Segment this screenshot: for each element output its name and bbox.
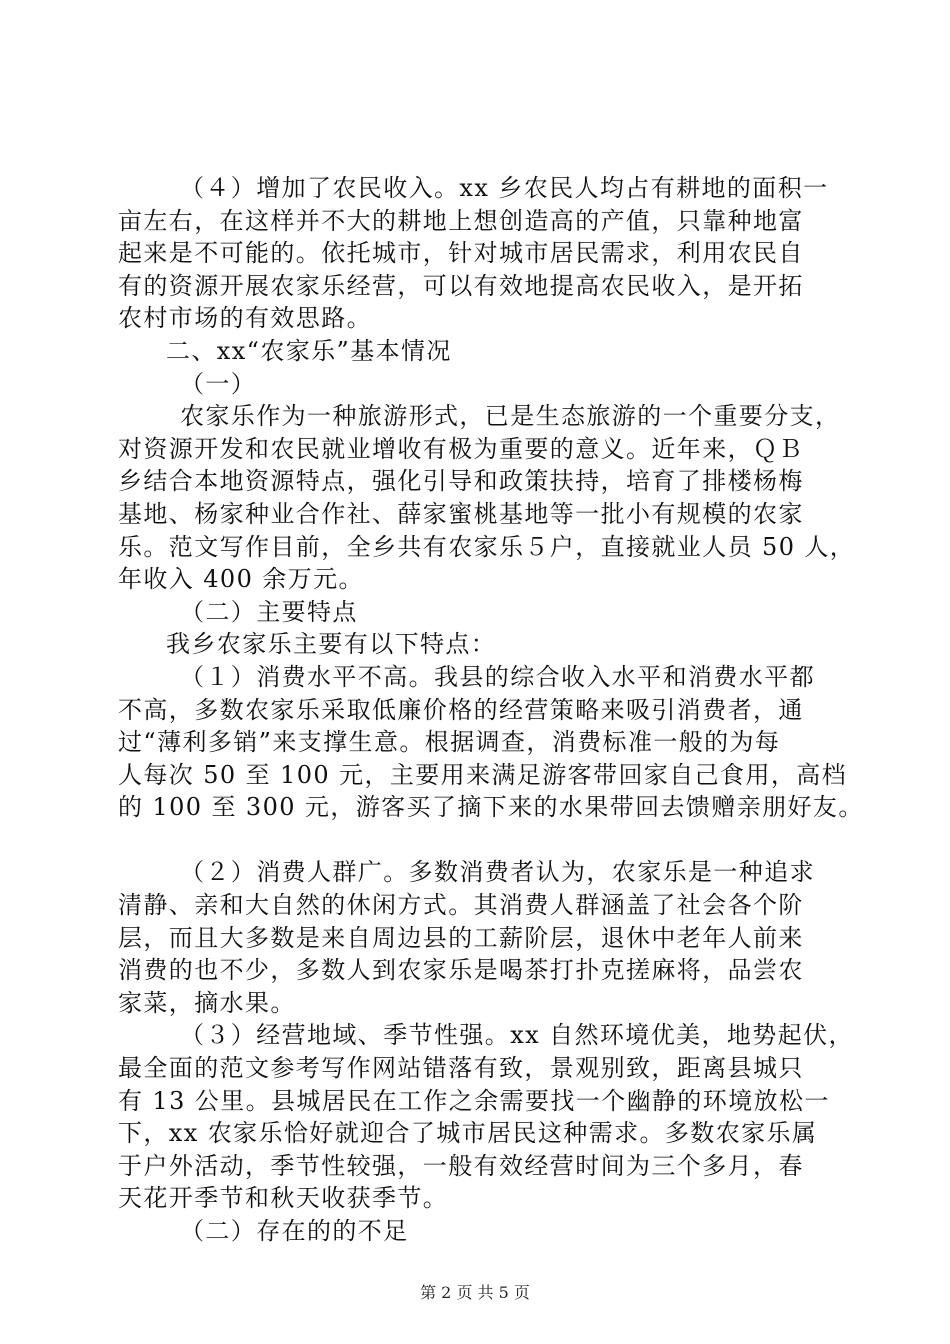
paragraph-line: 亩左右，在这样并不大的耕地上想创造高的产值，只靠种地富 xyxy=(118,206,804,235)
paragraph-line: 我乡农家乐主要有以下特点： xyxy=(166,630,497,659)
subsection-heading: （一） xyxy=(180,369,257,398)
paragraph-line: 基地、杨家种业合作社、薛家蜜桃基地等一批小有规模的农家 xyxy=(118,499,804,528)
paragraph-line: 天花开季节和秋天收获季节。 xyxy=(118,1184,449,1213)
subsection-heading: （二）存在的的不足 xyxy=(180,1217,409,1245)
document-body xyxy=(118,172,864,1248)
subsection-heading: （二）主要特点 xyxy=(180,597,358,626)
paragraph-line: 层，而且大多数是来自周边县的工薪阶层，退休中老年人前来 xyxy=(118,923,804,952)
paragraph-line: 乐。范文写作目前，全乡共有农家乐５户，直接就业人员 50 人， xyxy=(118,532,856,561)
paragraph-line: 年收入 400 余万元。 xyxy=(118,565,364,594)
paragraph-line: （４）增加了农民收入。xx 乡农民人均占有耕地的面积一 xyxy=(180,174,829,202)
paragraph-line: 起来是不可能的。依托城市，针对城市居民需求，利用农民自 xyxy=(118,239,804,268)
section-heading: 二、xx“农家乐”基本情况 xyxy=(166,336,452,365)
paragraph-line: 过“薄利多销”来支撑生意。根据调查，消费标准一般的为每 xyxy=(118,728,781,757)
paragraph-line: （１）消费水平不高。我县的综合收入水平和消费水平都 xyxy=(180,662,815,691)
paragraph-line: 人每次 50 至 100 元，主要用来满足游客带回家自己食用，高档 xyxy=(118,760,848,789)
paragraph-line: （３）经营地域、季节性强。xx 自然环境优美，地势起伏， xyxy=(180,1021,854,1050)
paragraph-line: 于户外活动，季节性较强，一般有效经营时间为三个多月，春 xyxy=(118,1151,804,1180)
paragraph-line: 有 13 公里。县城居民在工作之余需要找一个幽静的环境放松一 xyxy=(118,1086,830,1115)
paragraph-line: 有的资源开展农家乐经营，可以有效地提高农民收入，是开拓 xyxy=(118,271,804,300)
paragraph-line: 不高，多数农家乐采取低廉价格的经营策略来吸引消费者，通 xyxy=(118,695,804,724)
paragraph-line: 最全面的范文参考写作网站错落有致，景观别致，距离县城只 xyxy=(118,1054,804,1083)
paragraph-line: 下，xx 农家乐恰好就迎合了城市居民这种需求。多数农家乐属 xyxy=(118,1119,818,1148)
paragraph-line: （２）消费人群广。多数消费者认为，农家乐是一种追求 xyxy=(180,858,815,887)
paragraph-line: 农家乐作为一种旅游形式，已是生态旅游的一个重要分支， xyxy=(180,402,841,431)
paragraph-line: 家菜，摘水果。 xyxy=(118,988,296,1017)
paragraph-gap xyxy=(118,824,838,857)
paragraph-line: 消费的也不少，多数人到农家乐是喝茶打扑克搓麻将，品尝农 xyxy=(118,956,804,985)
paragraph-line: 农村市场的有效思路。 xyxy=(118,304,372,333)
page-number-footer: 第 2 页 共 5 页 xyxy=(420,1283,530,1302)
paragraph-line: 乡结合本地资源特点，强化引导和政策扶持，培育了排楼杨梅 xyxy=(118,467,804,496)
paragraph-line: 对资源开发和农民就业增收有极为重要的意义。近年来，ＱＢ xyxy=(118,434,804,463)
paragraph-line: 清静、亲和大自然的休闲方式。其消费人群涵盖了社会各个阶 xyxy=(118,891,804,920)
paragraph-line: 的 100 至 300 元，游客买了摘下来的水果带回去馈赠亲朋好友。 xyxy=(118,793,864,822)
